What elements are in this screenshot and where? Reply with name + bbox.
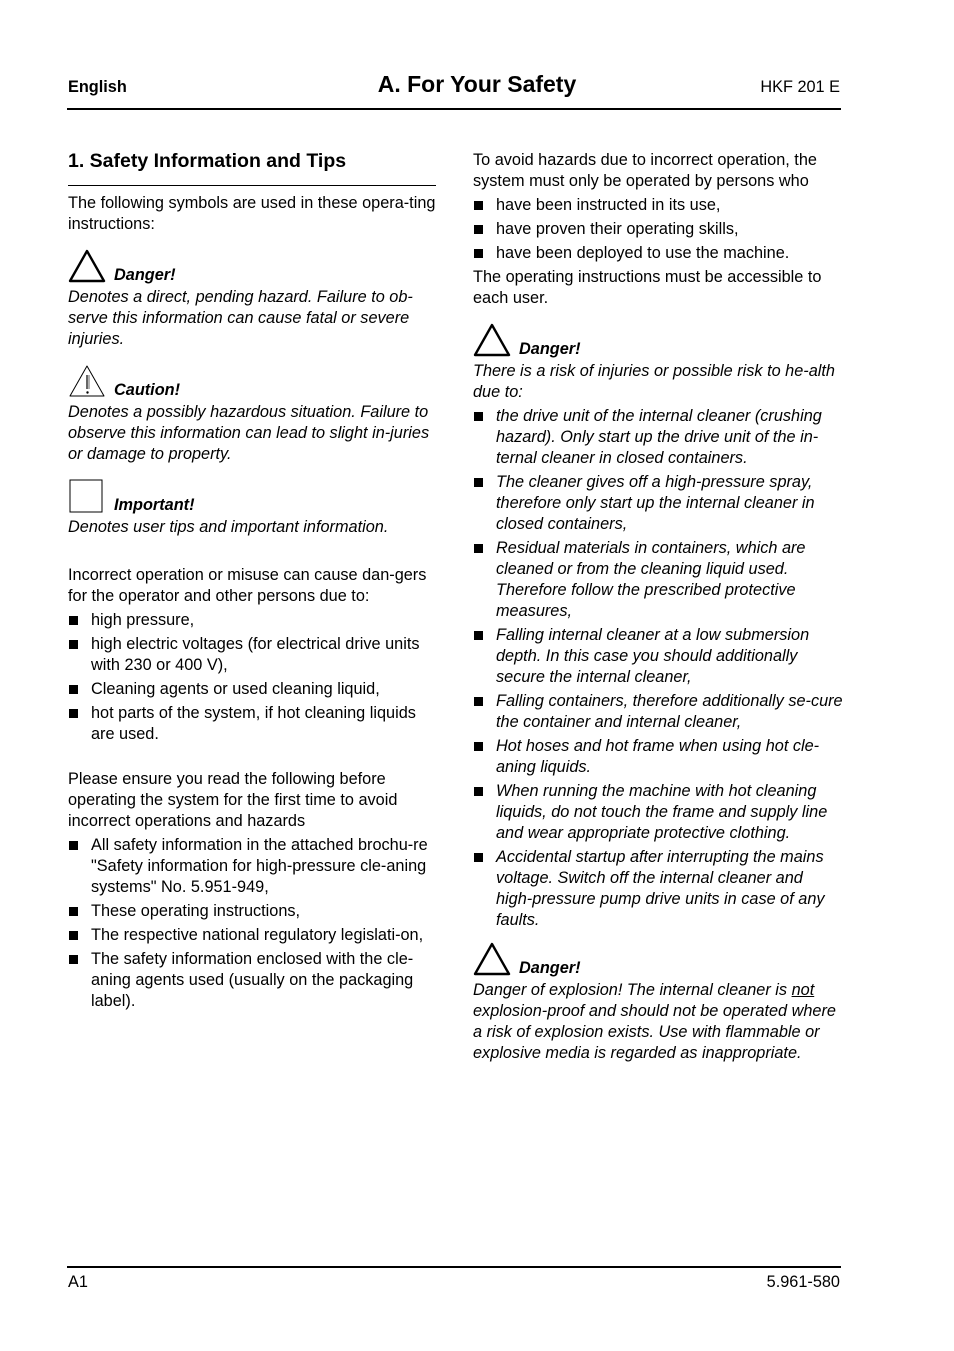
caution-text: Denotes a possibly hazardous situation. Failure to observe this information can lead to slight in-juries or damage to property.	[68, 403, 430, 463]
footer-doc-number: 5.961-580	[766, 1273, 840, 1291]
caution-notice	[68, 364, 436, 465]
explosion-danger-notice	[473, 942, 843, 1064]
list-item: The safety information enclosed with the cle-aning agents used (usually on the packaging label).	[68, 949, 436, 1012]
danger-list	[473, 406, 843, 931]
danger-label: Danger!	[519, 959, 581, 977]
read-list	[68, 835, 436, 1012]
list-item: Hot hoses and hot frame when using hot cle-aning liquids.	[473, 736, 843, 778]
list-item: high electric voltages (for electrical drive units with 230 or 400 V),	[68, 634, 436, 676]
list-item: Cleaning agents or used cleaning liquid,	[68, 679, 436, 700]
list-item: These operating instructions,	[68, 901, 436, 922]
important-text: Denotes user tips and important information.	[68, 518, 389, 536]
list-item: have been instructed in its use,	[473, 195, 843, 216]
list-item: hot parts of the system, if hot cleaning liquids are used.	[68, 703, 436, 745]
list-item: the drive unit of the internal cleaner (crushing hazard). Only start up the drive unit of the in-ternal cleaner in closed containers.	[473, 406, 843, 469]
danger-label: Danger!	[114, 266, 176, 284]
important-label: Important!	[114, 496, 195, 514]
list-item: Accidental startup after interrupting the mains voltage. Switch off the internal cleaner and high-pressure pump drive units in case of any faults.	[473, 847, 843, 931]
list-item: have been deployed to use the machine.	[473, 243, 843, 264]
footer-page: A1	[68, 1273, 88, 1291]
important-notice	[68, 479, 436, 538]
list-item: When running the machine with hot cleaning liquids, do not touch the frame and supply line and wear appropriate protective clothing.	[473, 781, 843, 844]
danger-triangle-icon	[473, 942, 511, 976]
section-title-rule	[68, 185, 436, 186]
symbols-intro: The following symbols are used in these opera-ting instructions:	[68, 194, 436, 233]
page-title: A. For Your Safety	[377, 71, 577, 97]
list-item: Falling internal cleaner at a low submersion depth. In this case you should additionally secure the internal cleaner,	[473, 625, 843, 688]
caution-triangle-icon	[68, 364, 106, 398]
list-item: All safety information in the attached brochu-re "Safety information for high-pressure cle-aning systems" No. 5.951-949,	[68, 835, 436, 898]
accessible-text: The operating instructions must be accessible to each user.	[473, 268, 822, 307]
list-item: The cleaner gives off a high-pressure spray, therefore only start up the internal cleaner in closed containers,	[473, 472, 843, 535]
header-model: HKF 201 E	[760, 78, 840, 96]
list-item: high pressure,	[68, 610, 436, 631]
explosion-text-pre: Danger of explosion! The internal cleaner is	[473, 981, 792, 999]
list-item: The respective national regulatory legislati-on,	[68, 925, 436, 946]
left-column	[68, 148, 436, 1015]
danger-triangle-icon	[68, 249, 106, 283]
footer-rule	[67, 1266, 841, 1268]
danger-notice	[68, 249, 436, 350]
right-column	[473, 150, 843, 1064]
header-language: English	[68, 78, 127, 96]
danger-label: Danger!	[519, 340, 581, 358]
header-rule	[67, 108, 841, 110]
danger-text: Denotes a direct, pending hazard. Failure to ob-serve this information can cause fatal or severe injuries.	[68, 288, 413, 348]
list-item: have proven their operating skills,	[473, 219, 843, 240]
explosion-text	[473, 980, 843, 1064]
misuse-list	[68, 610, 436, 745]
operators-list	[473, 195, 843, 264]
danger-notice	[473, 323, 843, 931]
list-item: Residual materials in containers, which are cleaned or from the cleaning liquid used. Therefore follow the prescribed protective measures,	[473, 538, 843, 622]
danger-triangle-icon	[473, 323, 511, 357]
important-box-icon	[68, 479, 104, 513]
explosion-text-post: explosion-proof and should not be operated where a risk of explosion exists. Use with flammable or explosive media is regarded as inappropriate.	[473, 1002, 836, 1062]
section-title: 1. Safety Information and Tips	[68, 150, 347, 172]
operators-intro: To avoid hazards due to incorrect operation, the system must only be operated by persons who	[473, 151, 817, 190]
explosion-text-not: not	[791, 981, 815, 999]
read-intro: Please ensure you read the following before operating the system for the first time to avoid incorrect operations and hazards	[68, 770, 398, 830]
misuse-intro: Incorrect operation or misuse can cause dan-gers for the operator and other persons due to:	[68, 566, 427, 605]
caution-label: Caution!	[114, 381, 181, 399]
danger-intro: There is a risk of injuries or possible risk to he-alth due to:	[473, 362, 835, 401]
list-item: Falling containers, therefore additionally se-cure the container and internal cleaner,	[473, 691, 843, 733]
